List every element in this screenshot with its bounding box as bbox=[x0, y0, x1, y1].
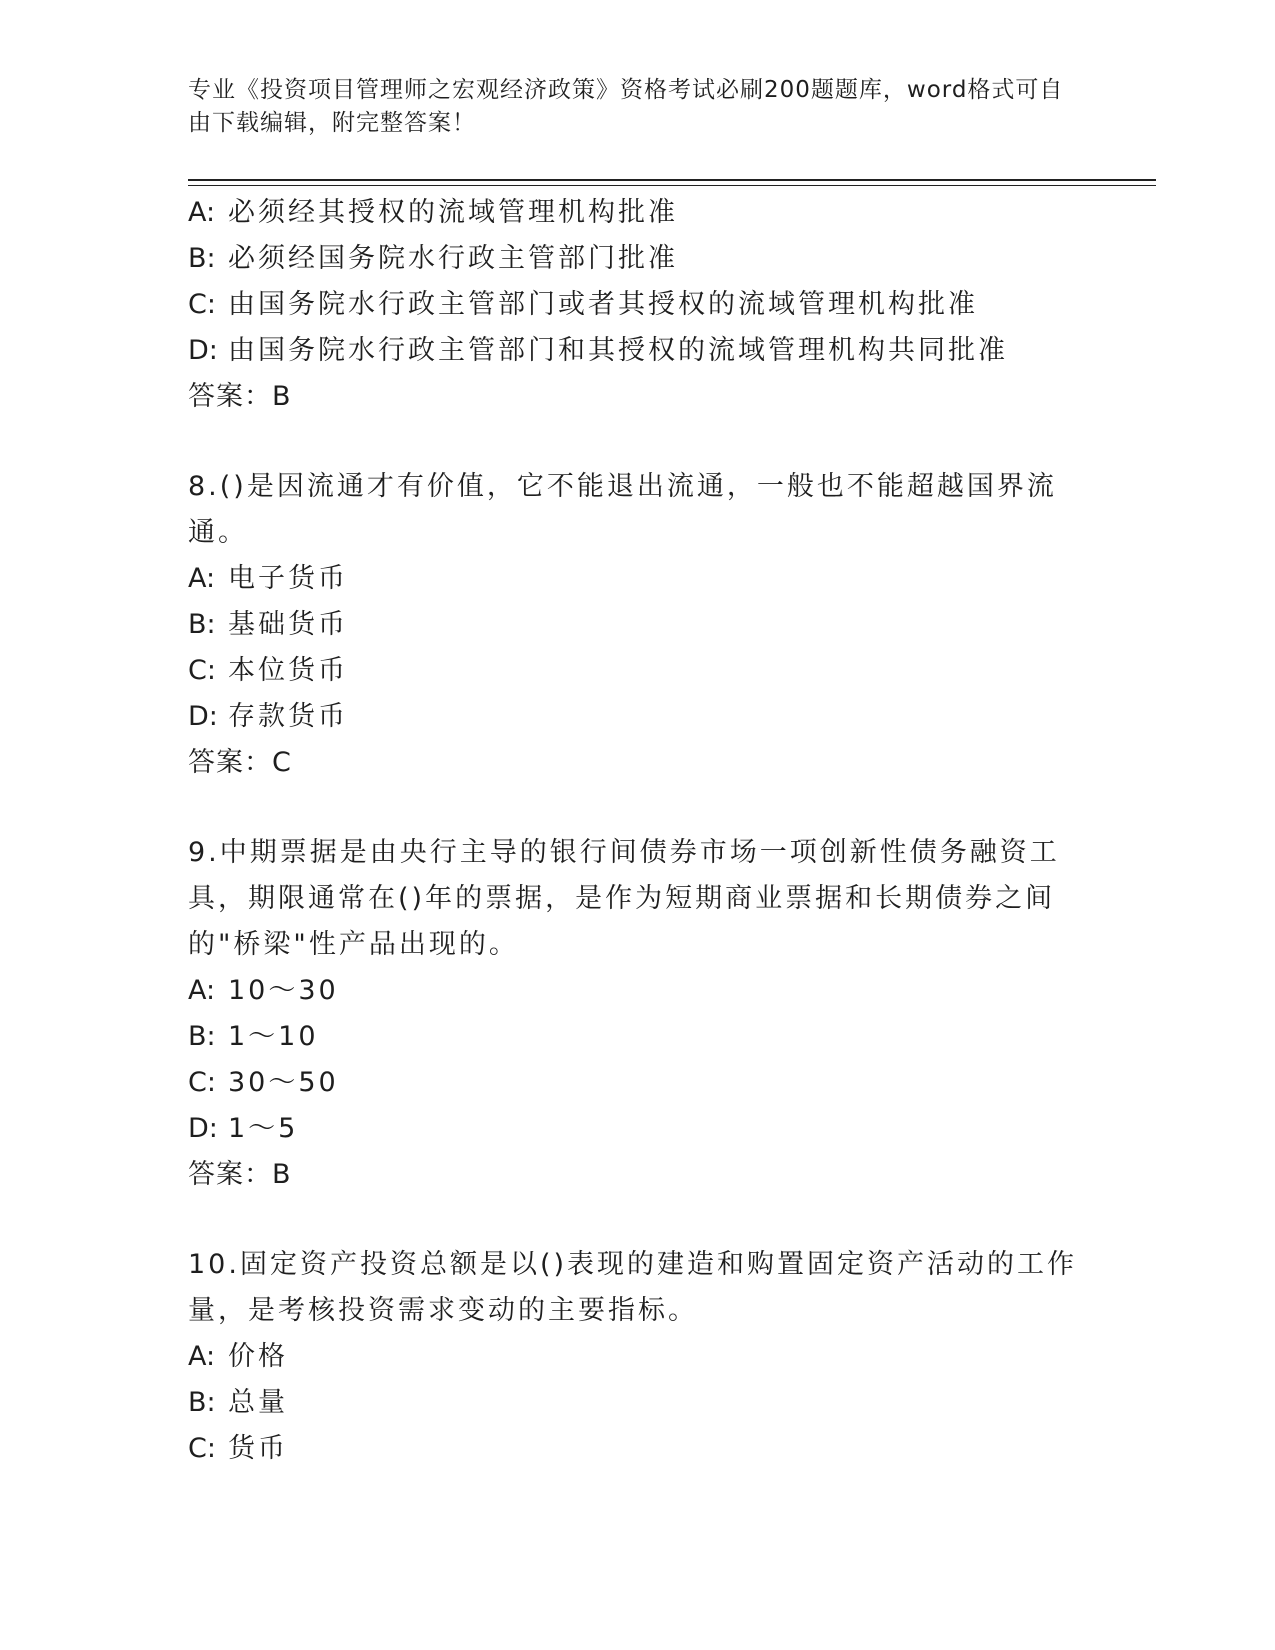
option-letter: B: bbox=[188, 1387, 216, 1418]
option-letter: D: bbox=[188, 1113, 218, 1144]
question-7-options bbox=[188, 190, 1088, 420]
option-text: 价格 bbox=[228, 1341, 288, 1372]
option-letter: B: bbox=[188, 1021, 216, 1052]
option-b bbox=[188, 1380, 1088, 1426]
option-d bbox=[188, 694, 1088, 740]
option-text: 1～5 bbox=[228, 1113, 299, 1144]
option-a bbox=[188, 1334, 1088, 1380]
option-c bbox=[188, 1426, 1088, 1472]
question-9 bbox=[188, 830, 1088, 1198]
option-a bbox=[188, 968, 1088, 1014]
option-c bbox=[188, 282, 1088, 328]
option-c bbox=[188, 648, 1088, 694]
option-text: 总量 bbox=[228, 1387, 288, 1418]
option-b bbox=[188, 1014, 1088, 1060]
option-letter: A: bbox=[188, 975, 216, 1006]
option-letter: A: bbox=[188, 1341, 216, 1372]
option-d bbox=[188, 1106, 1088, 1152]
question-list bbox=[188, 190, 1088, 1472]
spacer bbox=[188, 1198, 1088, 1242]
option-text: 必须经其授权的流域管理机构批准 bbox=[228, 197, 678, 228]
option-b bbox=[188, 236, 1088, 282]
option-letter: C: bbox=[188, 289, 216, 320]
option-letter: A: bbox=[188, 197, 216, 228]
option-text: 电子货币 bbox=[228, 563, 348, 594]
question-8 bbox=[188, 464, 1088, 786]
option-text: 1～10 bbox=[228, 1021, 319, 1052]
question-7-answer: 答案：B bbox=[188, 381, 292, 412]
spacer bbox=[188, 786, 1088, 830]
option-a bbox=[188, 190, 1088, 236]
option-text: 货币 bbox=[228, 1433, 288, 1464]
option-letter: C: bbox=[188, 1433, 216, 1464]
option-letter: A: bbox=[188, 563, 216, 594]
question-10-stem: 10.固定资产投资总额是以()表现的建造和购置固定资产活动的工作量，是考核投资需求变动的主要指标。 bbox=[188, 1249, 1078, 1326]
option-text: 基础货币 bbox=[228, 609, 348, 640]
question-10 bbox=[188, 1242, 1088, 1472]
header-rule-thick bbox=[188, 179, 1156, 181]
option-a bbox=[188, 556, 1088, 602]
option-text: 10～30 bbox=[228, 975, 339, 1006]
option-letter: D: bbox=[188, 701, 218, 732]
option-text: 本位货币 bbox=[228, 655, 348, 686]
option-letter: C: bbox=[188, 655, 216, 686]
question-9-stem: 9.中期票据是由央行主导的银行间债券市场一项创新性债务融资工具，期限通常在()年的票据，是作为短期商业票据和长期债券之间的"桥梁"性产品出现的。 bbox=[188, 837, 1060, 960]
spacer bbox=[188, 420, 1088, 464]
option-text: 30～50 bbox=[228, 1067, 339, 1098]
option-letter: D: bbox=[188, 335, 218, 366]
option-text: 必须经国务院水行政主管部门批准 bbox=[228, 243, 678, 274]
option-d bbox=[188, 328, 1088, 374]
option-letter: B: bbox=[188, 243, 216, 274]
question-9-answer: 答案：B bbox=[188, 1159, 292, 1190]
option-c bbox=[188, 1060, 1088, 1106]
option-letter: B: bbox=[188, 609, 216, 640]
option-text: 存款货币 bbox=[228, 701, 348, 732]
header-rule-thin bbox=[188, 185, 1156, 186]
question-8-answer: 答案：C bbox=[188, 747, 292, 778]
option-text: 由国务院水行政主管部门和其授权的流域管理机构共同批准 bbox=[228, 335, 1008, 366]
question-8-stem: 8.()是因流通才有价值，它不能退出流通，一般也不能超越国界流通。 bbox=[188, 471, 1057, 548]
option-letter: C: bbox=[188, 1067, 216, 1098]
document-header: 专业《投资项目管理师之宏观经济政策》资格考试必刷200题题库，word格式可自由下载编辑，附完整答案！ bbox=[188, 77, 1064, 136]
option-text: 由国务院水行政主管部门或者其授权的流域管理机构批准 bbox=[228, 289, 978, 320]
option-b bbox=[188, 602, 1088, 648]
